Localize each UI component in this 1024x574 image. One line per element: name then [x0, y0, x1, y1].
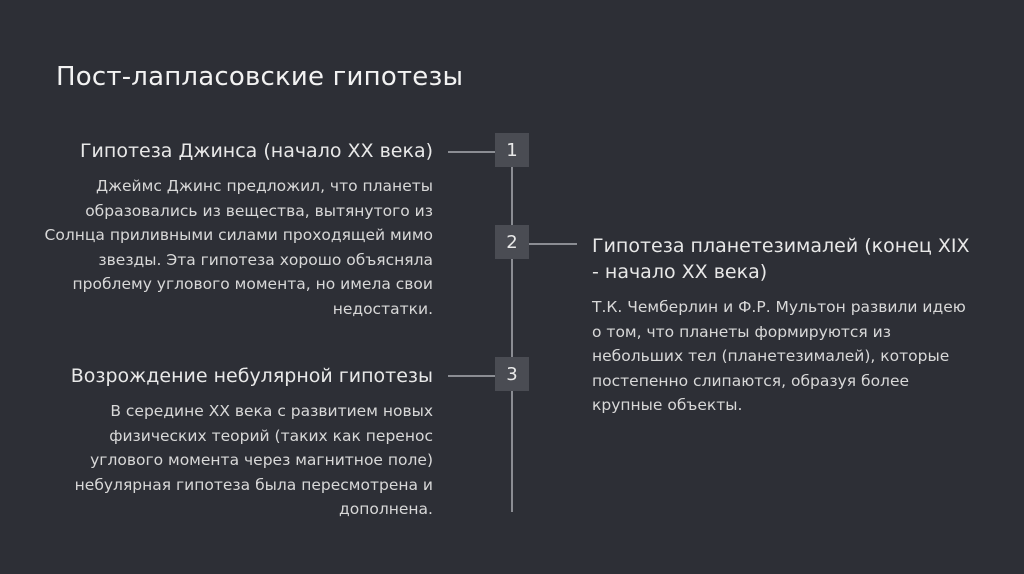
- slide-title: Пост-лапласовские гипотезы: [56, 62, 464, 92]
- connector-3: [448, 375, 496, 377]
- timeline-marker-3: 3: [495, 357, 529, 391]
- timeline-item-3-heading: Возрождение небулярной гипотезы: [70, 365, 433, 387]
- timeline-item-1-heading: Гипотеза Джинса (начало XX века): [79, 140, 433, 162]
- timeline-item-1-text: Джеймс Джинс предложил, что планеты образовались из вещества, вытянутого из Солнца приливными силами проходящей мимо звезды. Эта гипотеза хорошо объясняла проблему углового момента, но имела свои недостатки.: [44, 177, 433, 318]
- timeline-item-2-text: Т.К. Чемберлин и Ф.Р. Мультон развили идею о том, что планеты формируются из небольших тел (планетезималей), которые постепенно слипаются, образуя более крупные объекты.: [592, 298, 966, 414]
- timeline-item-3: [40, 363, 433, 522]
- timeline-item-2: [592, 233, 972, 418]
- timeline-marker-2: 2: [495, 225, 529, 259]
- timeline-item-2-heading: Гипотеза планетезималей (конец XIX - начало XX века): [592, 235, 970, 283]
- timeline-item-3-text: В середине XX века с развитием новых физических теорий (таких как перенос углового момента через магнитное поле) небулярная гипотеза была пересмотрена и дополнена.: [74, 402, 433, 518]
- timeline-marker-1: 1: [495, 133, 529, 167]
- timeline-line: [511, 150, 513, 512]
- timeline-item-1: [40, 138, 433, 321]
- connector-2: [529, 243, 577, 245]
- connector-1: [448, 151, 496, 153]
